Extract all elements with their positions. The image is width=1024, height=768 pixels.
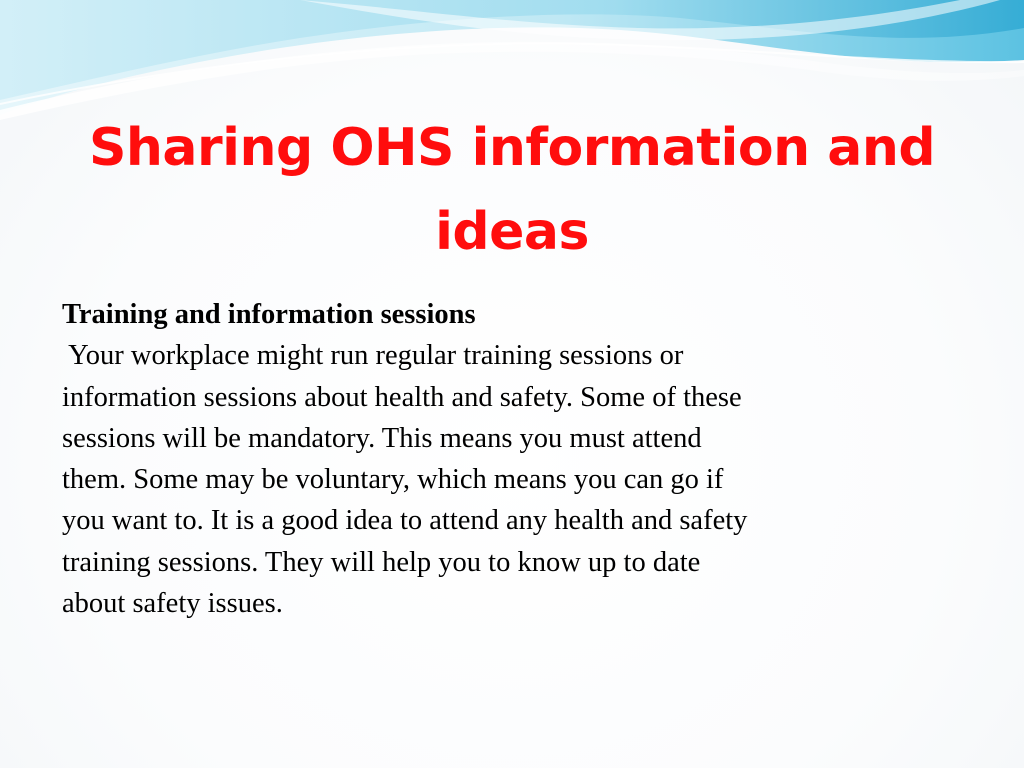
body-line: about safety issues. — [62, 588, 283, 620]
body-line: Your workplace might run regular training sessions or — [62, 340, 684, 372]
slide-title-line-1: Sharing OHS information and — [88, 118, 936, 178]
body-line: sessions will be mandatory. This means you must attend — [62, 422, 702, 454]
body-line: you want to. It is a good idea to attend any health and safety — [62, 505, 748, 537]
body-line: them. Some may be voluntary, which means you can go if — [62, 464, 724, 496]
slide-title-line-2: ideas — [435, 202, 589, 262]
body-paragraph — [62, 335, 962, 624]
slide-content — [62, 294, 962, 624]
slide-title — [40, 106, 984, 274]
body-line: training sessions. They will help you to know up to date — [62, 546, 701, 578]
body-line: information sessions about health and safety. Some of these — [62, 381, 742, 413]
section-heading: Training and information sessions — [62, 299, 476, 330]
